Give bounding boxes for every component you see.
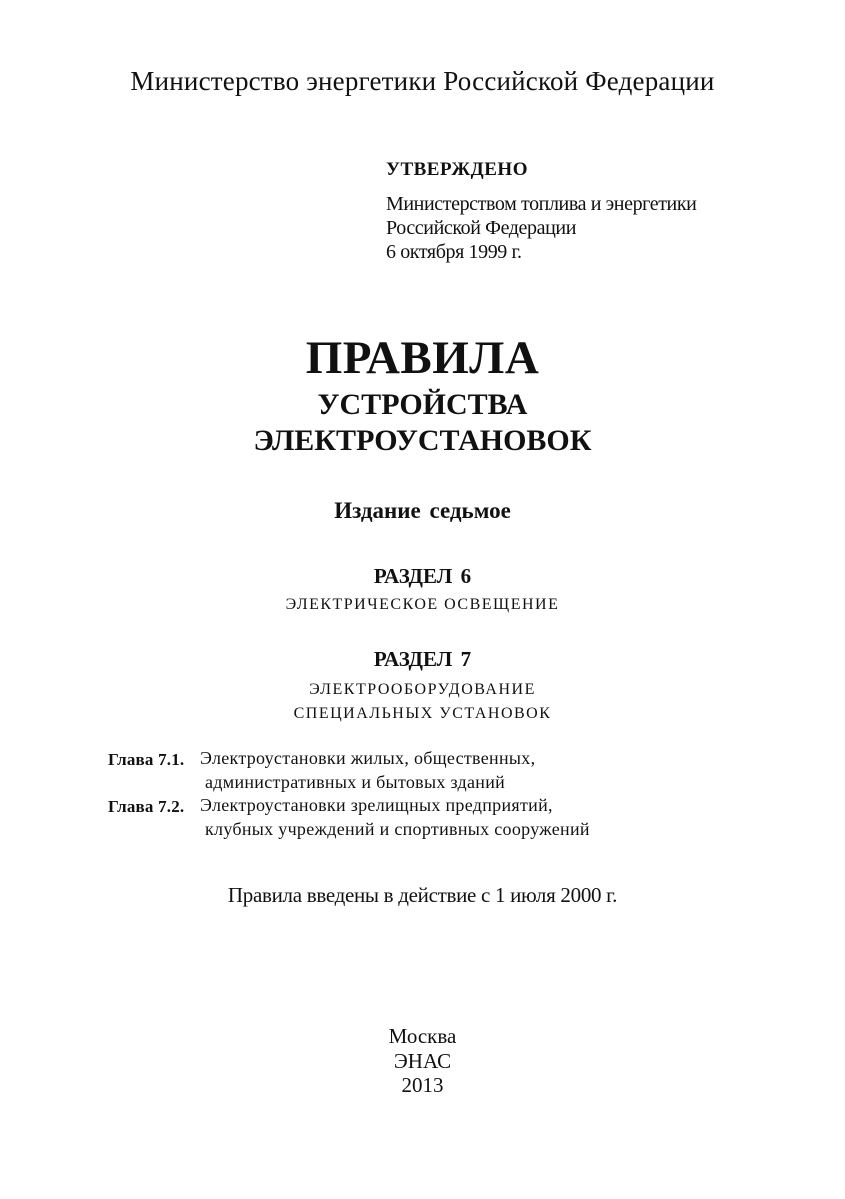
chapter-title-line-2: клубных учреждений и спортивных сооружений (205, 819, 590, 839)
ministry-header: Министерство энергетики Российской Федерации (130, 66, 715, 96)
chapter-label: Глава 7.1. (108, 750, 185, 769)
section-7-name-line-1: ЭЛЕКТРООБОРУДОВАНИЕ (309, 681, 536, 698)
document-subtitle-line-2: ЭЛЕКТРОУСТАНОВОК (253, 424, 592, 457)
chapter-title-line-1: Электроустановки жилых, общественных, (200, 748, 536, 768)
document-title: ПРАВИЛА (305, 332, 540, 384)
approval-line: Министерством топлива и энергетики (386, 193, 697, 215)
approval-block (386, 158, 696, 264)
section-6-heading: РАЗДЕЛ 6 (373, 564, 472, 588)
imprint-city: Москва (388, 1024, 457, 1048)
approval-title: УТВЕРЖДЕНО (386, 159, 528, 180)
section-6-name: ЭЛЕКТРИЧЕСКОЕ ОСВЕЩЕНИЕ (285, 596, 560, 613)
effective-date-note: Правила введены в действие с 1 июля 2000 г. (227, 883, 618, 907)
imprint-publisher: ЭНАС (393, 1049, 452, 1073)
chapter-label: Глава 7.2. (108, 797, 185, 816)
chapter-title-line-2: административных и бытовых зданий (205, 772, 506, 792)
imprint-year: 2013 (401, 1073, 444, 1097)
edition-label: Издание седьмое (334, 498, 511, 523)
approval-line: Российской Федерации (386, 217, 577, 239)
chapter-title-line-1: Электроустановки зрелищных предприятий, (200, 795, 553, 815)
section-7-heading: РАЗДЕЛ 7 (373, 647, 472, 671)
approval-date: 6 октября 1999 г. (386, 241, 522, 263)
section-7-name-line-2: СПЕЦИАЛЬНЫХ УСТАНОВОК (293, 705, 552, 722)
document-subtitle-line-1: УСТРОЙСТВА (317, 388, 528, 421)
